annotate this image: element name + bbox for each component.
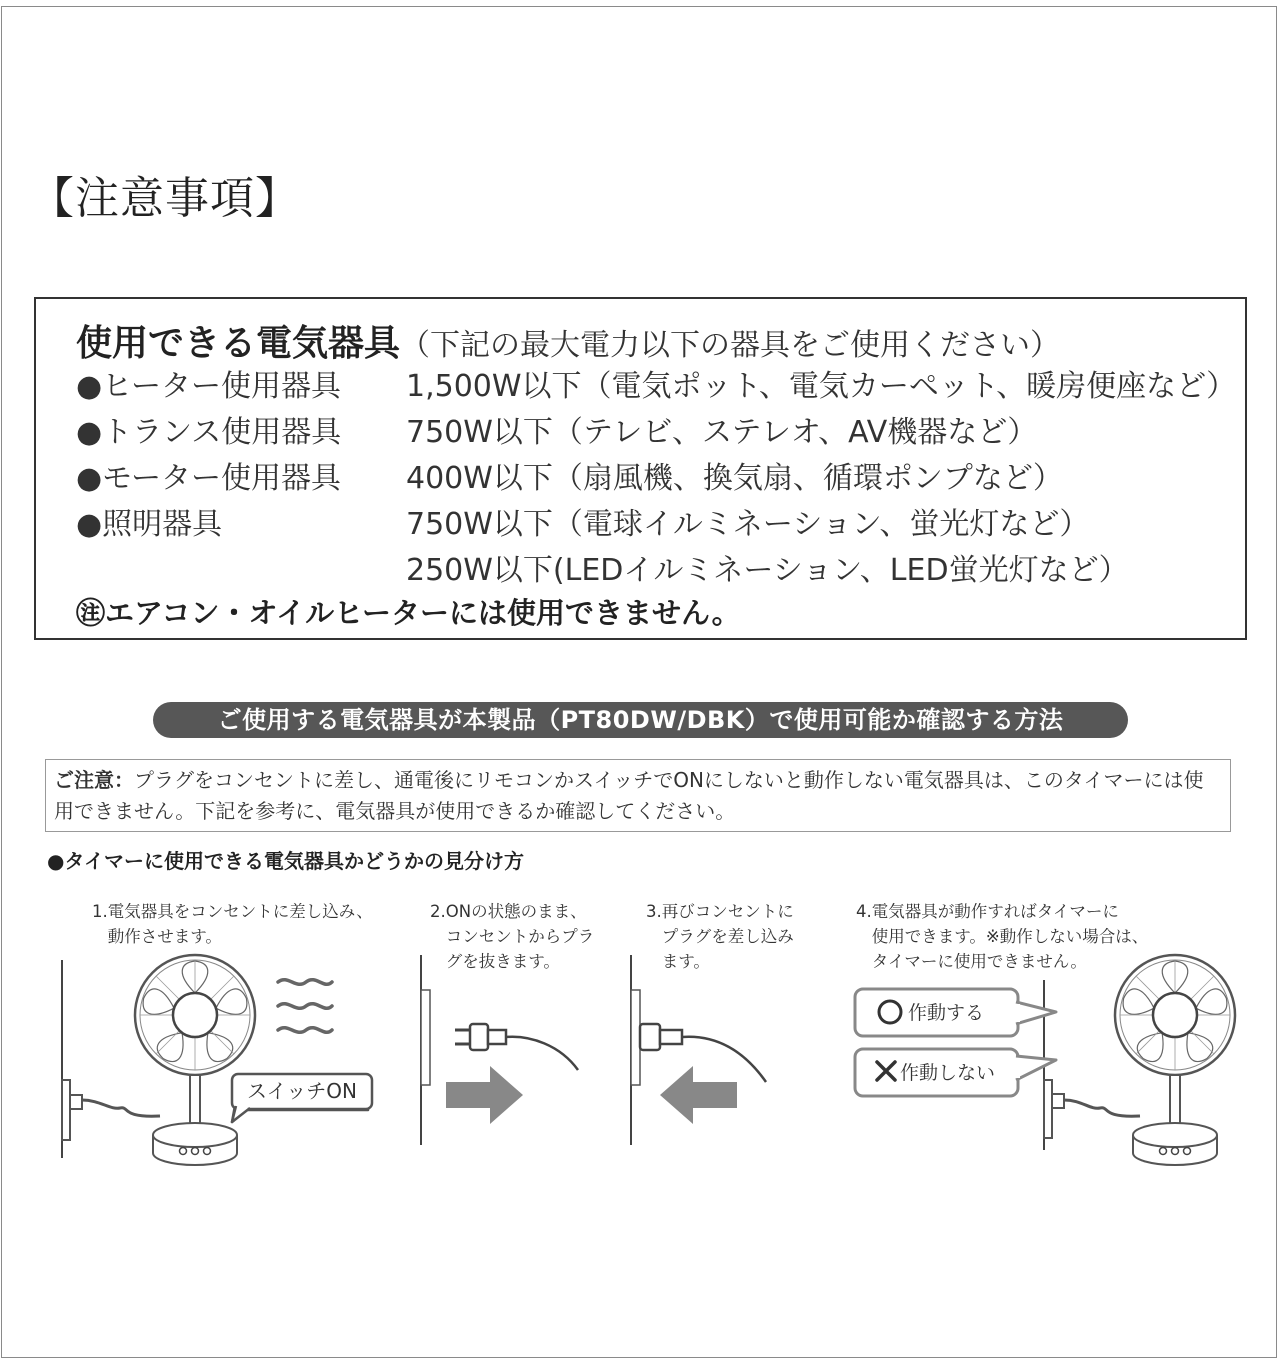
- works-bubble: [855, 989, 1058, 1038]
- step-1-text: 1.電気器具をコンセントに差し込み、 動作させます。: [92, 902, 373, 946]
- switch-on-bubble: [232, 1074, 372, 1122]
- arrow-right-icon: [446, 1066, 523, 1124]
- step-1-illustration: [62, 955, 372, 1165]
- plug-icon: [455, 1024, 578, 1070]
- spec-row-category: ●モーター使用器具: [76, 461, 341, 496]
- step-2-illustration: [421, 955, 578, 1145]
- spec-row-category: ●照明器具: [76, 507, 223, 542]
- switch-on-label: スイッチON: [247, 1079, 357, 1103]
- spec-row-limit: 750W以下（テレビ、ステレオ、AV機器など）: [406, 415, 1038, 450]
- spec-row-category: ●ヒーター使用器具: [76, 369, 341, 404]
- spec-row-category: ●トランス使用器具: [76, 415, 342, 450]
- step-4-text: 4.電気器具が動作すればタイマーに 使用できます。※動作しない場合は、 タイマーに使用できません。: [856, 902, 1149, 971]
- howto-subheading: ●タイマーに使用できる電気器具かどうかの見分け方: [47, 849, 525, 873]
- caution-text: プラグをコンセントに差し、通電後にリモコンかスイッチでONにしないと動作しない電気器具は、このタイマーには使用できません。下記を参考に、電気器具が使用できるか確認してください。: [54, 768, 1204, 823]
- steps-illustration: [0, 940, 1280, 1180]
- wind-lines-icon: [278, 980, 332, 1033]
- page-heading: 【注意事項】: [30, 173, 300, 224]
- usable-appliances-box: [34, 297, 1247, 640]
- caution-label: ご注意：: [54, 768, 134, 792]
- not-works-label: 作動しない: [900, 1062, 996, 1084]
- spec-warning: ㊟エアコン・オイルヒーターには使用できません。: [76, 596, 741, 630]
- step-3-illustration: [631, 955, 766, 1145]
- spec-row-limit: 250W以下(LEDイルミネーション、LED蛍光灯など）: [406, 553, 1129, 588]
- arrow-left-icon: [660, 1066, 737, 1124]
- plug-icon: [640, 1024, 766, 1082]
- caution-box: [45, 759, 1231, 832]
- not-works-bubble: [855, 1049, 1056, 1096]
- step-3-text: 3.再びコンセントに プラグを差し込み ます。: [646, 902, 794, 971]
- works-label: 作動する: [908, 1002, 985, 1024]
- spec-title-note: （下記の最大電力以下の器具をご使用ください）: [400, 328, 1061, 363]
- method-title-banner: ご使用する電気器具が本製品（PT80DW/DBK）で使用可能か確認する方法: [153, 702, 1128, 738]
- spec-title: 使用できる電気器具: [76, 323, 401, 364]
- spec-row-limit: 750W以下（電球イルミネーション、蛍光灯など）: [406, 507, 1090, 542]
- step-4-illustration: [855, 955, 1235, 1165]
- spec-row-limit: 400W以下（扇風機、換気扇、循環ポンプなど）: [406, 461, 1063, 496]
- spec-title-line: [76, 315, 1060, 366]
- spec-row-limit: 1,500W以下（電気ポット、電気カーペット、暖房便座など）: [406, 369, 1237, 404]
- step-2-text: 2.ONの状態のまま、 コンセントからプラ グを抜きます。: [430, 902, 595, 971]
